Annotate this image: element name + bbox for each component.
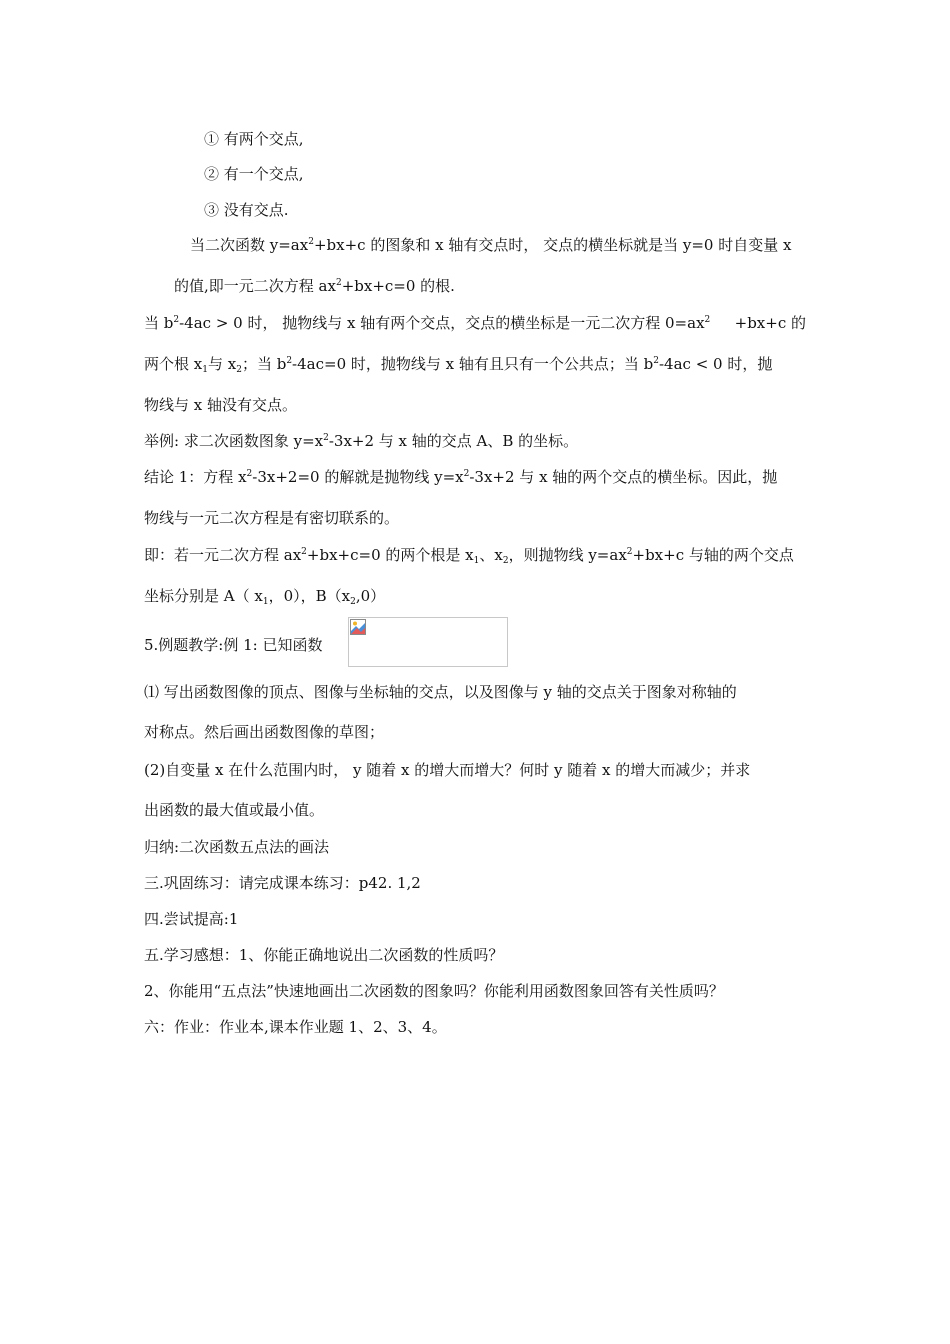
question1-line2: 对称点。然后画出函数图像的草图； — [144, 723, 385, 741]
text-run: -3x+2 与 x 轴的交点 A、B 的坐标。 — [328, 432, 579, 450]
text-group — [144, 467, 777, 487]
text-run: (2)自变量 x 在什么范围内时， y 随着 x 的增大而增大？何时 y 随着 x 的增大而减少；并求 — [144, 761, 751, 779]
superscript: 2 — [173, 315, 180, 325]
superscript: 2 — [463, 469, 470, 479]
superscript: 2 — [323, 433, 329, 443]
paragraph-discriminant-line3: 物线与 x 轴没有交点。 — [144, 396, 297, 414]
superscript: 2 — [286, 356, 293, 366]
text-run: 当 b — [144, 314, 174, 332]
question1-line1 — [144, 682, 806, 702]
superscript: 2 — [246, 469, 253, 479]
subscript: 2 — [502, 556, 509, 566]
subscript: 1 — [262, 597, 269, 607]
text-run: ⑴ 写出函数图像的顶点、图像与坐标轴的交点，以及图像与 y 轴的交点关于图象对称轴的 — [144, 683, 737, 701]
text-run: 两个根 x — [144, 355, 203, 373]
superscript: 2 — [335, 278, 342, 288]
case-item-one-point: ② 有一个交点, — [204, 165, 304, 183]
text-run: -4ac < 0 时，抛 — [658, 355, 773, 373]
text-run: +bx+c 的图象和 x 轴有交点时， 交点的横坐标就是当 y=0 时自变量 x — [313, 236, 792, 254]
section-practice: 三.巩固练习：请完成课本练习：p42. 1,2 — [144, 874, 421, 892]
formula-image-placeholder — [348, 617, 508, 667]
question2-line1 — [144, 760, 806, 780]
text-run: 坐标分别是 A（ x — [144, 587, 263, 605]
subscript: 1 — [202, 365, 208, 375]
subscript: 2 — [350, 597, 356, 607]
text-run: 举例: 求二次函数图象 y=x — [144, 432, 324, 450]
roots-line2 — [144, 586, 385, 606]
text-run: +bx+c=0 的根. — [341, 277, 455, 295]
section-improve: 四.尝试提高:1 — [144, 910, 239, 928]
text-run: ,0） — [355, 587, 386, 605]
roots-line1 — [144, 545, 806, 565]
text-run: 结论 1：方程 x — [144, 468, 247, 486]
text-run: 当二次函数 y=ax — [190, 236, 309, 254]
text-run: 与 x — [207, 355, 237, 373]
paragraph-intersection-line2 — [174, 276, 455, 296]
paragraph-discriminant-line1 — [144, 313, 806, 333]
text-run: 的值,即一元二次方程 ax — [174, 277, 336, 295]
text-run: 、x — [479, 546, 503, 564]
text-group — [144, 313, 710, 333]
section-reflection-q2: 2、你能用“五点法”快速地画出二次函数的图象吗？你能利用函数图象回答有关性质吗？ — [144, 982, 724, 1000]
text-run: -3x+2=0 的解就是抛物线 y=x — [252, 468, 464, 486]
section-reflection: 五.学习感想：1、你能正确地说出二次函数的性质吗？ — [144, 946, 504, 964]
case-item-no-point: ③ 没有交点. — [204, 201, 289, 219]
text-run: ，0），B（x — [268, 587, 351, 605]
text-group — [144, 354, 772, 374]
paragraph-intersection-line1 — [190, 235, 791, 255]
summary-line: 归纳:二次函数五点法的画法 — [144, 838, 330, 856]
text-run: -4ac > 0 时， 抛物线与 x 轴有两个交点，交点的横坐标是一元二次方程 0=ax — [179, 314, 705, 332]
text-run: -3x+2 与 x 轴的两个交点的横坐标。因此，抛 — [469, 468, 778, 486]
superscript: 2 — [301, 547, 307, 557]
subscript: 1 — [473, 556, 480, 566]
text-run: ，则抛物线 y=ax — [508, 546, 627, 564]
subscript: 2 — [236, 365, 242, 375]
text-run: ；当 b — [241, 355, 287, 373]
superscript: 2 — [308, 237, 314, 247]
text-run: -4ac=0 时，抛物线与 x 轴有且只有一个公共点；当 b — [292, 355, 654, 373]
section-homework: 六：作业：作业本,课本作业题 1、2、3、4。 — [144, 1018, 447, 1036]
conclusion-line2: 物线与一元二次方程是有密切联系的。 — [144, 509, 400, 527]
text-group — [144, 545, 794, 565]
paragraph-discriminant-line2 — [144, 354, 806, 374]
conclusion-line1 — [144, 467, 806, 487]
text-run: +bx+c=0 的两个根是 x — [306, 546, 474, 564]
text-run: +bx+c 的 — [734, 314, 806, 332]
text-run: 即：若一元二次方程 ax — [144, 546, 302, 564]
question2-line2: 出函数的最大值或最小值。 — [144, 801, 325, 819]
broken-image-icon — [350, 619, 366, 635]
text-run: +bx+c 与轴的两个交点 — [632, 546, 794, 564]
section-example-heading: 5.例题教学:例 1: 已知函数 — [144, 636, 323, 654]
example-line — [144, 431, 578, 451]
superscript: 2 — [626, 547, 633, 557]
superscript: 2 — [653, 356, 659, 366]
case-item-two-points: ① 有两个交点, — [204, 130, 304, 148]
superscript: 2 — [704, 315, 711, 325]
